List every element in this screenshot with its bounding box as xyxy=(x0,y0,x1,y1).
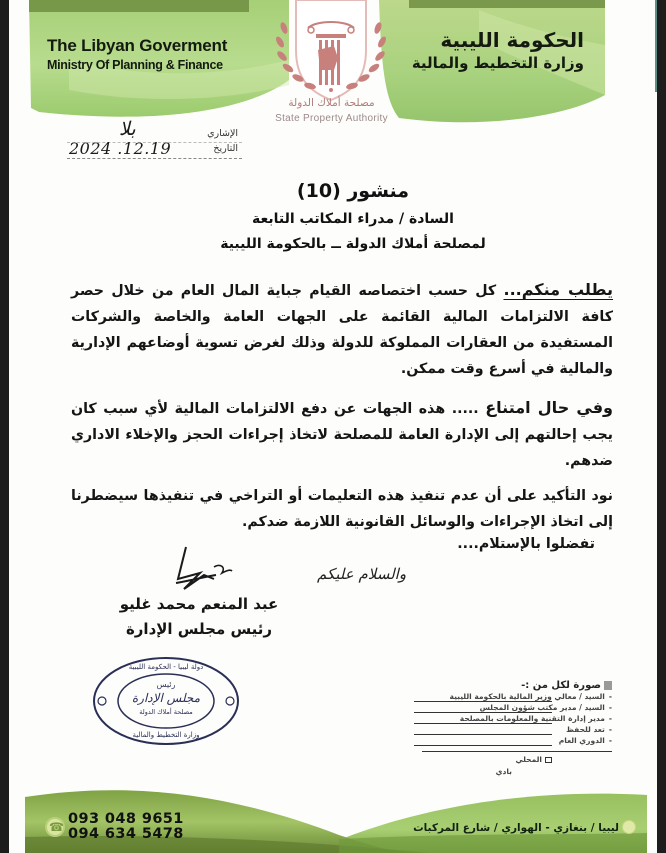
printer-icon xyxy=(545,757,552,763)
reference-value: بلا xyxy=(119,118,136,140)
cc-item xyxy=(414,703,612,714)
circular-title: منشور (10) xyxy=(296,180,410,202)
margin-line xyxy=(655,0,657,92)
cc-title xyxy=(414,680,612,691)
document-icon xyxy=(604,681,612,690)
date-underline xyxy=(67,158,242,159)
cc-item-underline xyxy=(414,712,552,713)
official-seal-stamp-icon xyxy=(91,655,241,747)
letter-page xyxy=(9,0,657,853)
cc-item xyxy=(414,714,612,725)
stamp-inner-sub: مصلحة أملاك الدولة xyxy=(139,708,193,716)
reference-label: الإشاري xyxy=(207,128,238,139)
cc-item-underline xyxy=(414,745,552,746)
signer-name: عبد المنعم محمد غليو xyxy=(119,595,279,613)
cc-footer-initial-text: بادي xyxy=(495,767,512,776)
signer-title: رئيس مجلس الإدارة xyxy=(125,620,273,638)
cc-item-text: مدير إدارة التقنية والمعلومات بالمصلحة xyxy=(459,714,605,723)
addressee-line-1: السادة / مدراء المكاتب التابعة xyxy=(252,211,454,227)
cc-item xyxy=(414,692,612,703)
date-value: 2024 .12.19 xyxy=(69,139,172,158)
paragraph-request-lead: يطلب منكم... xyxy=(503,280,614,299)
cc-item-underline xyxy=(414,723,552,724)
paragraph-refusal-text: ..... هذه الجهات عن دفع الالتزامات المالية لأي سبب كان يجب إحالتهم إلى الإدارة العامة للمصلحة لاتخاذ إجراءات الحجز والإخلاء الاداري ضدهم. xyxy=(71,401,613,469)
cc-footer-local-text: المحلي xyxy=(515,755,542,764)
date-label: التاريخ xyxy=(213,143,238,154)
handwritten-signature-icon xyxy=(164,545,234,595)
cc-title-text: صورة لكل من :- xyxy=(521,680,601,691)
emblem-english-caption: State Property Authority xyxy=(275,113,388,124)
cc-item-text: تعد للحفظ xyxy=(566,725,605,734)
phone-number-2[interactable]: 094 634 5478 xyxy=(68,826,184,842)
cc-item-text: السيد / مدير مكتب شؤون المجلس xyxy=(479,703,605,712)
phone-number-1[interactable]: 093 048 9651 xyxy=(68,811,184,827)
carbon-copy-list xyxy=(414,680,612,776)
cc-item-underline xyxy=(414,701,552,702)
phone-icon xyxy=(45,817,65,837)
right-scan-edge xyxy=(657,0,666,853)
stamp-outer-bottom: وزارة التخطيط والمالية xyxy=(132,731,200,739)
paragraph-refusal xyxy=(71,395,613,474)
cc-footer-local xyxy=(414,755,612,764)
cc-item-underline xyxy=(414,734,552,735)
english-ministry-title: Ministry Of Planning & Finance xyxy=(47,58,223,72)
left-scan-edge xyxy=(0,0,9,853)
paragraph-warning: نود التأكيد على أن عدم تنفيذ هذه التعليمات أو التراخي في تنفيذها سيضطرنا إلى اتخاذ الإجراءات والوسائل القانونية اللازمة ضدكم. xyxy=(71,488,613,530)
location-icon xyxy=(622,820,636,834)
english-government-title: The Libyan Goverment xyxy=(47,36,228,55)
cc-separator xyxy=(422,751,612,752)
arabic-government-title: الحكومة الليبية xyxy=(440,28,584,52)
closing-line: تفضلوا بالإستلام.... xyxy=(457,536,595,552)
paragraph-refusal-lead: وفي حال امتناع xyxy=(485,398,613,417)
arabic-ministry-title: وزارة التخطيط والمالية xyxy=(411,54,584,72)
salutation: والسلام عليكم xyxy=(317,565,407,583)
cc-item xyxy=(414,725,612,736)
footer-address: ليبيا / بنغازي - الهواري / شارع المركبات xyxy=(413,822,619,834)
stamp-inner-main: مجلس الإدارة xyxy=(131,691,201,705)
stamp-inner-top: رئيس xyxy=(156,680,176,689)
cc-item-text: السيد / معالي وزير المالية بالحكومة الليبية xyxy=(449,692,605,701)
stamp-outer-text: دولة ليبيا - الحكومة الليبية xyxy=(128,663,204,671)
cc-item-text: الدوري العام xyxy=(558,736,605,745)
cc-item xyxy=(414,736,612,747)
addressee-line-2: لمصلحة أملاك الدولة ــ بالحكومة الليبية xyxy=(220,236,486,252)
paragraph-request-text: كل حسب اختصاصه القيام جباية المال العام من خلال حصر كافة الالتزامات المالية القائمة على الجهات العامة والخاصة والشركات المستفيدة من العقارات المملوكة للدولة وذلك لغرض تسوية أوضاعهم الإدارية والمالية في أسرع وقت ممكن. xyxy=(71,283,613,377)
emblem-arabic-caption: مصلحة أملاك الدولة xyxy=(288,97,375,109)
paragraph-request xyxy=(71,277,613,382)
